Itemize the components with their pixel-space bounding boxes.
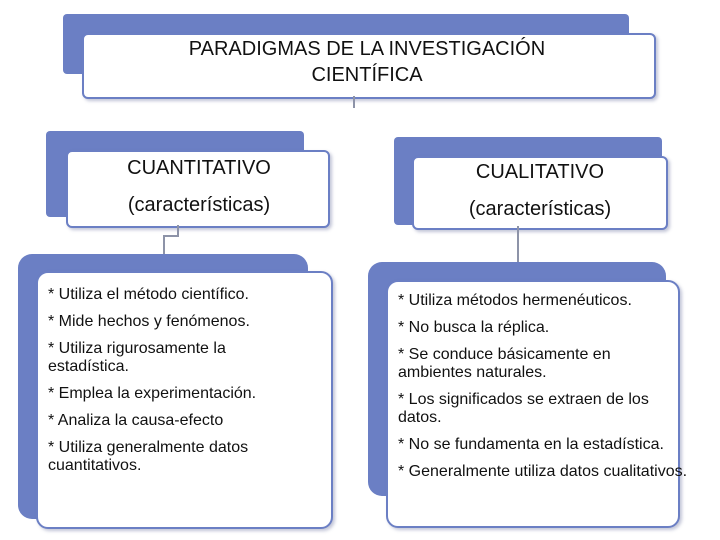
- list-item: * Emplea la experimentación.: [48, 385, 257, 402]
- list-item: * Mide hechos y fenómenos.: [48, 313, 250, 330]
- right-connector: [517, 226, 519, 264]
- page-title: [84, 36, 650, 88]
- list-item: * Utiliza el método científico.: [48, 286, 249, 303]
- list-item: * No busca la réplica.: [398, 319, 550, 336]
- list-item: * Utiliza métodos hermenéuticos.: [398, 292, 632, 309]
- list-item: * Utiliza generalmente datos cuantitativos.: [48, 439, 249, 474]
- list-item: * Analiza la causa-efecto: [48, 412, 224, 429]
- quantitative-heading: CUANTITATIVO: [127, 157, 271, 179]
- right-heading-text: [430, 154, 650, 228]
- left-heading-text: [84, 150, 314, 224]
- quantitative-list: [48, 286, 308, 484]
- title-line-1: PARADIGMAS DE LA INVESTIGACIÓN: [188, 38, 546, 60]
- qualitative-list: [398, 292, 688, 490]
- left-connector-horizontal: [163, 235, 179, 237]
- list-item: * Se conduce básicamente en ambientes naturales.: [398, 346, 611, 381]
- qualitative-heading: CUALITATIVO: [475, 161, 605, 183]
- list-item: * Generalmente utiliza datos cualitativos.: [398, 463, 688, 480]
- title-line-2: CIENTÍFICA: [311, 64, 423, 86]
- quantitative-subheading: (características): [127, 194, 271, 216]
- qualitative-subheading: (características): [468, 198, 612, 220]
- list-item: * No se fundamenta en la estadística.: [398, 436, 664, 453]
- list-item: * Los significados se extraen de los datos.: [398, 391, 649, 426]
- list-item: * Utiliza rigurosamente la estadística.: [48, 340, 226, 375]
- title-connector: [353, 96, 355, 108]
